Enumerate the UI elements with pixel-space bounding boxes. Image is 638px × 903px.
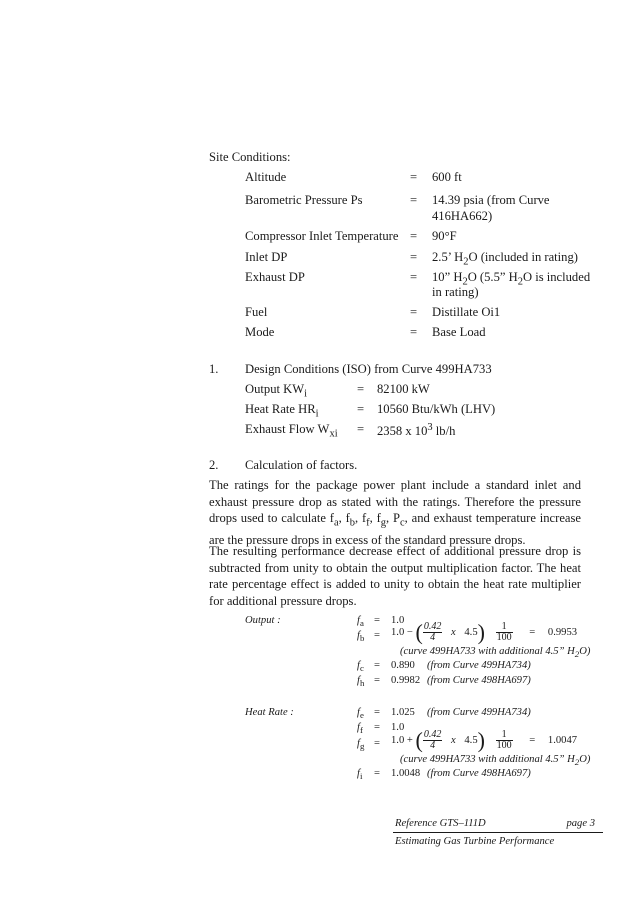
para-f: f (376, 511, 381, 526)
paragraph-performance-effect: The resulting performance decrease effect of additional pressure drop is subtracted from unity to obtain the output multiplication factor. The heat rate percentage effect is added to unity to obtain the heat rate multiplier for additional pressure drops. (209, 544, 581, 608)
eq-fg-expr (391, 727, 578, 753)
site-row-value: 600 ft (432, 170, 462, 184)
heatrate-label: Heat Rate : (245, 707, 294, 718)
section-number: 1. (209, 362, 219, 376)
subscript: 2 (574, 757, 580, 768)
fraction (423, 730, 443, 751)
f-symbol: f (357, 660, 360, 671)
subscript: 2 (463, 256, 469, 268)
expr-lead: 1.0 + (391, 735, 413, 746)
subscript: f (359, 725, 363, 736)
footer-title: Estimating Gas Turbine Performance (395, 836, 555, 847)
eq-sign: = (374, 738, 380, 749)
para-sep: , (338, 511, 346, 526)
site-row-eq: = (410, 229, 418, 243)
times: x (451, 735, 456, 746)
eq-fb (357, 630, 364, 643)
paren-close: ) (477, 727, 485, 753)
subscript: i (315, 408, 319, 420)
f-symbol: f (357, 630, 360, 641)
eq-sign: = (374, 675, 380, 686)
site-row-label: Exhaust DP (245, 270, 305, 284)
frac-den: 100 (496, 632, 512, 643)
note-text: (curve 499HA733 with additional 4.5” H (400, 646, 575, 657)
fraction (496, 622, 513, 643)
section-title: Design Conditions (ISO) from Curve 499HA733 (245, 362, 492, 376)
fraction (423, 622, 443, 643)
f-symbol: f (357, 615, 360, 626)
design-row-eq: = (357, 422, 365, 436)
site-row-eq: = (410, 325, 418, 339)
site-row-eq: = (410, 193, 418, 207)
eq-fc (357, 660, 364, 673)
design-row-value: 82100 kW (377, 382, 430, 396)
frac-num: 1 (496, 622, 513, 633)
site-row-label: Altitude (245, 170, 287, 184)
eq-fc-value: 0.890 (391, 660, 415, 671)
subscript: 2 (462, 276, 468, 288)
eq-fe (357, 707, 364, 720)
eq-fb-result: 0.9953 (547, 627, 578, 638)
subscript: a (333, 517, 339, 529)
eq-sign: = (529, 627, 536, 638)
label-text: Output KW (245, 382, 305, 396)
frac-den: 4 (430, 740, 436, 751)
footer-page: page 3 (566, 818, 595, 829)
site-row-value: 14.39 psia (from Curve (432, 193, 550, 207)
para-p: , P (386, 511, 400, 526)
eq-fg (357, 738, 364, 751)
site-row-label: Fuel (245, 305, 268, 319)
footer-rule (393, 832, 603, 833)
eq-fe-value: 1.025 (391, 707, 415, 718)
frac-den: 100 (496, 740, 512, 751)
design-row-label (245, 382, 307, 400)
footer-reference: Reference GTS–111D (395, 818, 486, 829)
site-row-value: Base Load (432, 325, 486, 339)
eq-sign: = (374, 722, 380, 733)
paren-open: ( (415, 727, 423, 753)
eq-fa-value: 1.0 (391, 615, 405, 626)
site-row-label: Barometric Pressure Ps (245, 193, 363, 207)
eq-ff (357, 722, 363, 735)
note-text: O) (579, 754, 591, 765)
eq-fi-value: 1.0048 (391, 768, 421, 779)
eq-sign: = (374, 630, 380, 641)
paren-open: ( (415, 619, 423, 645)
site-row-eq: = (410, 170, 418, 184)
eq-fh (357, 675, 364, 688)
superscript: 3 (427, 422, 433, 433)
subscript: i (359, 771, 363, 782)
frac-num: 1 (496, 730, 513, 741)
eq-fi-note: (from Curve 498HA697) (427, 768, 531, 779)
para-sep: , (355, 511, 362, 526)
eq-sign: = (374, 768, 380, 779)
site-row-value: Distillate Oi1 (432, 305, 501, 319)
frac-num: 0.42 (423, 621, 442, 632)
note-text: O) (579, 646, 591, 657)
eq-fh-note: (from Curve 498HA697) (427, 675, 531, 686)
eq-sign: = (374, 707, 380, 718)
eq-fi (357, 768, 362, 781)
value-text: 2358 x 10 (377, 424, 428, 439)
subscript: xi (329, 428, 338, 440)
mult: 4.5 (464, 735, 478, 746)
site-row-value: 90°F (432, 229, 457, 243)
section-number: 2. (209, 458, 219, 472)
subscript: g (359, 741, 365, 752)
output-note (400, 646, 590, 659)
frac-den: 4 (430, 632, 436, 643)
eq-fh-value: 0.9982 (391, 675, 421, 686)
value-text: O (5.5” H (467, 270, 518, 284)
subscript: g (380, 517, 387, 529)
para-text: The ratings for the package power plant include a standard inlet and exhaust pressure drop as stated with the ratings. Therefore the pressure drops used to calculate f (209, 478, 581, 526)
para-text: , and exhaust temperature increase are the pressure drops in excess of the standard pressure drops. (209, 511, 582, 548)
expr-lead: 1.0 − (391, 627, 413, 638)
eq-fb-expr (391, 619, 578, 645)
eq-fg-result: 1.0047 (547, 735, 578, 746)
design-row-value: 10560 Btu/kWh (LHV) (377, 402, 496, 416)
design-row-label (245, 422, 338, 440)
subscript: b (359, 633, 365, 644)
eq-sign: = (529, 735, 536, 746)
mult: 4.5 (464, 627, 478, 638)
para-sep: , (369, 511, 377, 526)
label-text: Exhaust Flow W (245, 422, 330, 436)
design-row-eq: = (357, 402, 365, 416)
site-row-value (432, 250, 578, 268)
f-symbol: f (357, 768, 360, 779)
site-row-label: Compressor Inlet Temperature (245, 229, 399, 243)
subscript: c (359, 663, 364, 674)
site-row-value-line2: in rating) (432, 285, 479, 299)
note-text: (curve 499HA733 with additional 4.5” H (400, 754, 575, 765)
eq-ff-value: 1.0 (391, 722, 405, 733)
subscript: f (366, 517, 370, 529)
f-symbol: f (357, 722, 360, 733)
f-symbol: f (357, 738, 360, 749)
para-f: f (361, 511, 367, 526)
f-symbol: f (357, 675, 360, 686)
eq-sign: = (374, 660, 380, 671)
fraction (496, 730, 513, 751)
value-text: 2.5’ H (432, 250, 464, 264)
label-text: Heat Rate HR (245, 402, 316, 416)
paren-close: ) (477, 619, 485, 645)
heatrate-note (400, 754, 590, 767)
subscript: b (349, 517, 356, 529)
eq-sign: = (374, 615, 380, 626)
site-row-label: Mode (245, 325, 275, 339)
site-row-eq: = (410, 250, 418, 264)
site-row-label: Inlet DP (245, 250, 288, 264)
subscript: 2 (517, 276, 523, 288)
section-title: Calculation of factors. (245, 458, 358, 472)
eq-fc-note: (from Curve 499HA734) (427, 660, 531, 671)
eq-fa (357, 615, 364, 628)
output-label: Output : (245, 615, 281, 626)
times: x (451, 627, 456, 638)
para-f: f (345, 511, 350, 526)
value-text: O (included in rating) (468, 250, 578, 264)
design-row-eq: = (357, 382, 365, 396)
site-row-value-line2: 416HA662) (432, 209, 493, 223)
subscript: 2 (574, 649, 580, 660)
value-text: 10” H (432, 270, 463, 284)
paragraph-pressure-drops (209, 477, 581, 549)
f-symbol: f (357, 707, 360, 718)
value-text: O is included (522, 270, 591, 284)
site-row-eq: = (410, 270, 418, 284)
site-conditions-heading: Site Conditions: (209, 150, 291, 164)
value-text: lb/h (432, 424, 456, 439)
subscript: h (359, 678, 365, 689)
subscript: c (400, 517, 405, 529)
frac-num: 0.42 (423, 729, 442, 740)
subscript: i (304, 388, 308, 400)
design-row-value (377, 422, 455, 439)
eq-fe-note: (from Curve 499HA734) (427, 707, 531, 718)
subscript: e (359, 710, 364, 721)
subscript: a (359, 618, 364, 629)
design-row-label (245, 402, 319, 420)
site-row-eq: = (410, 305, 418, 319)
